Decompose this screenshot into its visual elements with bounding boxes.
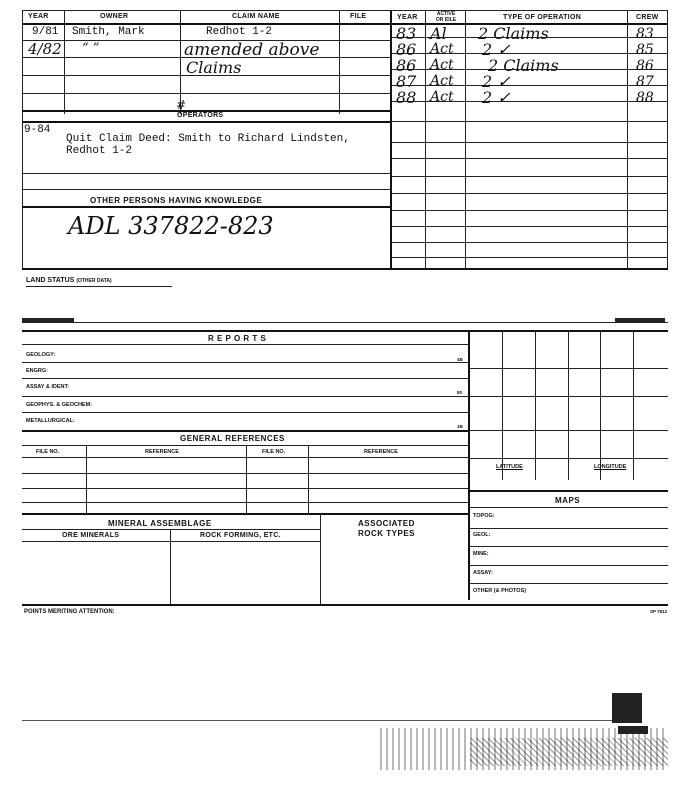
activity-row-5-crew: 88 — [636, 90, 654, 106]
other-persons-handwritten: ADL 337822-823 — [68, 212, 274, 240]
activity-row-5-status: Act — [430, 89, 454, 105]
maps-topog: TOPOG: — [473, 513, 495, 519]
activity-row-4-year: 87 — [396, 72, 417, 91]
active-or-idle-header — [426, 11, 466, 23]
associated-line-2: ROCK TYPES — [358, 529, 416, 538]
claim-row-1-owner: Smith, Mark — [72, 26, 145, 38]
report-assay-code: 80 — [457, 390, 463, 395]
activity-year-header: YEAR — [397, 14, 418, 21]
gr-col-file-no-1: FILE NO. — [36, 449, 60, 455]
report-metallurgical-label: METALLURGICAL: — [26, 418, 75, 424]
land-status-sub: (OTHER DATA) — [76, 278, 112, 284]
active-or-idle-line-1: ACTIVE — [436, 11, 456, 17]
maps-geol: GEOL: — [473, 532, 491, 538]
gr-col-file-no-2: FILE NO. — [262, 449, 286, 455]
activity-row-2-status: Act — [430, 41, 454, 57]
latitude-label: LATITUDE — [496, 464, 523, 470]
operator-line-1: Quit Claim Deed: Smith to Richard Lindsten, — [66, 133, 350, 145]
activity-row-1-crew: 83 — [636, 26, 654, 42]
reports-title: R E P O R T S — [208, 334, 267, 343]
associated-line-1: ASSOCIATED — [358, 519, 415, 528]
points-meriting-attention-label: POINTS MERITING ATTENTION: — [24, 609, 115, 615]
general-references-title: GENERAL REFERENCES — [180, 434, 285, 443]
activity-row-2-operation: 2 ✓ — [482, 40, 511, 59]
activity-row-2-year: 86 — [396, 40, 417, 59]
claim-row-2-year: 4/82 — [28, 40, 62, 58]
maps-other: OTHER (& PHOTOS) — [473, 588, 527, 594]
claim-row-2-claim: amended above — [184, 40, 320, 60]
activity-row-3-operation: 2 Claims — [488, 56, 559, 75]
report-assay-label: ASSAY & IDENT: — [26, 384, 70, 390]
report-geology-label: GEOLOGY: — [26, 352, 56, 358]
maps-assay: ASSAY: — [473, 570, 493, 576]
operator-date: 9-84 — [24, 124, 51, 136]
report-metallurgical-code: 1B — [457, 424, 463, 429]
claims-file-header: FILE — [350, 13, 367, 20]
longitude-label: LONGITUDE — [594, 464, 627, 470]
claim-row-1-claim: Redhot 1-2 — [206, 26, 273, 38]
operator-line-2: Redhot 1-2 — [66, 145, 133, 157]
claim-marker: # — [176, 98, 187, 112]
activity-row-5-operation: 2 ✓ — [482, 88, 511, 107]
crew-header: CREW — [636, 14, 659, 21]
activity-row-1-operation: 2 Claims — [478, 24, 549, 43]
activity-row-4-status: Act — [430, 73, 454, 89]
claims-year-header: YEAR — [28, 13, 49, 20]
rock-forming-header: ROCK FORMING, ETC. — [200, 532, 281, 539]
activity-row-1-year: 83 — [396, 24, 417, 43]
activity-row-3-year: 86 — [396, 56, 417, 75]
claim-row-3-claim: Claims — [186, 58, 242, 77]
report-engrg-label: ENGRG: — [26, 368, 48, 374]
claims-owner-header: OWNER — [100, 13, 129, 20]
activity-row-2-crew: 85 — [636, 42, 654, 58]
operators-title: OPERATORS — [177, 112, 224, 119]
activity-row-4-crew: 87 — [636, 74, 654, 90]
land-status-title: LAND STATUS — [26, 277, 75, 284]
activity-row-3-status: Act — [430, 57, 454, 73]
ore-minerals-header: ORE MINERALS — [62, 532, 120, 539]
activity-row-5-year: 88 — [396, 88, 417, 107]
form-number: SP 7812 — [650, 609, 668, 614]
gr-col-reference-2: REFERENCE — [364, 449, 398, 455]
maps-title: MAPS — [555, 496, 581, 505]
type-of-operation-header: TYPE OF OPERATION — [503, 14, 582, 21]
report-geophys-label: GEOPHYS. & GEOCHEM: — [26, 402, 93, 408]
claim-row-1-year: 9/81 — [32, 26, 59, 38]
report-geology-code: 4B — [457, 357, 463, 362]
activity-row-3-crew: 86 — [636, 58, 654, 74]
other-persons-title: OTHER PERSONS HAVING KNOWLEDGE — [90, 196, 263, 205]
activity-row-1-status: Al — [430, 24, 447, 43]
mineral-assemblage-title: MINERAL ASSEMBLAGE — [108, 519, 212, 528]
active-or-idle-line-2: OR IDLE — [435, 17, 457, 23]
gr-col-reference-1: REFERENCE — [145, 449, 179, 455]
claim-row-2-owner: “ “ — [82, 41, 100, 56]
activity-row-4-operation: 2 ✓ — [482, 72, 511, 91]
claims-name-header: CLAIM NAME — [232, 13, 280, 20]
land-status-label — [26, 277, 112, 284]
maps-mine: MINE: — [473, 551, 489, 557]
